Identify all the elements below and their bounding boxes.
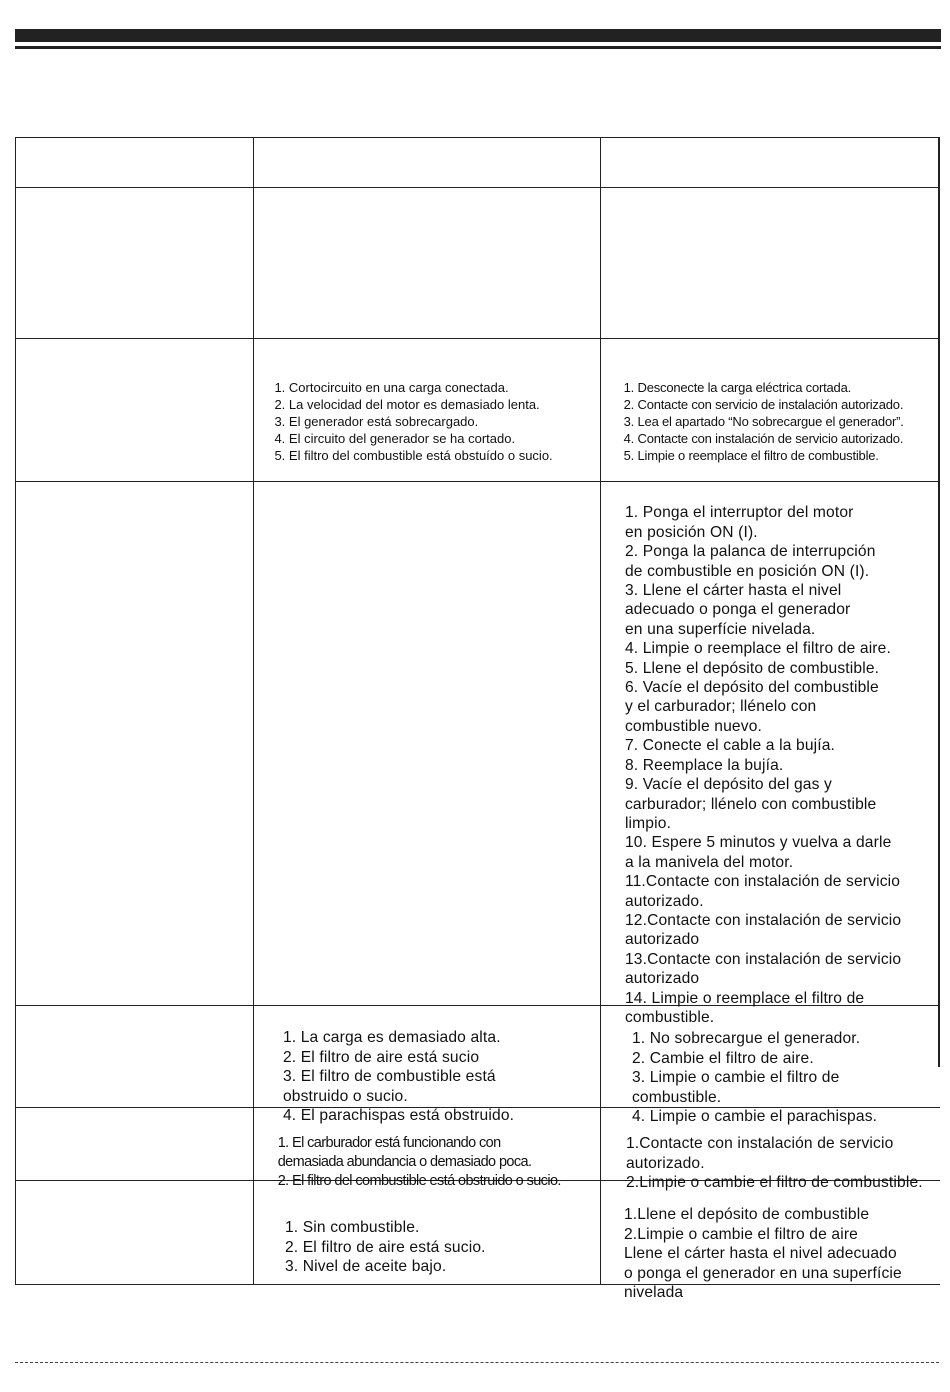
cause-line: obstruido o sucio.	[282, 1087, 408, 1105]
solution-line: autorizado.	[625, 1154, 705, 1172]
table-border-top	[15, 137, 940, 138]
solution-line: 14. Limpie o reemplace el filtro de	[624, 989, 865, 1007]
solution-line: Llene el cárter hasta el nivel adecuado	[623, 1245, 897, 1263]
solution-line: 1. No sobrecargue el generador.	[631, 1030, 861, 1048]
solution-line: adecuado o ponga el generador	[624, 601, 851, 619]
table-column-divider	[253, 137, 254, 1285]
solution-line: 1.Llene el depósito de combustible	[623, 1206, 870, 1224]
cause-line: 4. El circuito del generador se ha cortado.	[274, 431, 516, 446]
solution-line: combustible nuevo.	[624, 717, 762, 735]
cause-line: demasiada abundancia o demasiado poca.	[277, 1154, 532, 1170]
solution-line: y el carburador; llénelo con	[624, 698, 817, 716]
solution-line: en una superfície nivelada.	[624, 620, 816, 638]
footer-dashed-rule	[15, 1362, 939, 1363]
solution-line: 4. Contacte con instalación de servicio autorizado.	[623, 431, 904, 446]
solution-line: combustible.	[631, 1088, 722, 1106]
solution-line: 2. Cambie el filtro de aire.	[631, 1049, 814, 1067]
solution-line: 13.Contacte con instalación de servicio	[624, 950, 902, 968]
cause-line: 1. La carga es demasiado alta.	[282, 1029, 501, 1047]
solution-line: 2.Limpie o cambie el filtro de aire	[623, 1225, 859, 1243]
solution-line: 9. Vacíe el depósito del gas y	[624, 776, 832, 794]
solution-line: 1. Desconecte la carga eléctrica cortada.	[623, 380, 852, 395]
solution-line: 2. Ponga la palanca de interrupción	[624, 543, 876, 561]
cause-line: 1. Cortocircuito en una carga conectada.	[274, 380, 509, 395]
table-border-right	[938, 137, 940, 1067]
solution-line: 2.Limpie o cambie el filtro de combustible.	[625, 1174, 923, 1192]
cause-line: 5. El filtro del combustible está obstuído o sucio.	[274, 448, 553, 463]
solutions-cell	[606, 1186, 902, 1322]
solution-line: de combustible en posición ON (I).	[624, 562, 870, 580]
solution-line: autorizado	[624, 931, 700, 949]
solutions-cell	[607, 484, 938, 1047]
solution-line: 7. Conecte el cable a la bujía.	[624, 737, 836, 755]
causes-cell	[260, 362, 553, 481]
solution-line: 6. Vacíe el depósito del combustible	[624, 679, 879, 697]
table-divider	[15, 338, 940, 339]
solution-line: autorizado.	[624, 892, 704, 910]
causes-cell	[267, 1199, 486, 1296]
solution-line: 3. Limpie o cambie el filtro de	[631, 1069, 840, 1087]
solution-line: en posición ON (I).	[624, 523, 758, 541]
solution-line: 4. Limpie o cambie el parachispas.	[631, 1108, 878, 1126]
solution-line: a la manivela del motor.	[624, 853, 794, 871]
solution-line: limpio.	[624, 814, 672, 832]
solution-line: 1.Contacte con instalación de servicio	[625, 1135, 894, 1153]
cause-line: 2. La velocidad del motor es demasiado lenta.	[274, 397, 540, 412]
solution-line: 3. Llene el cárter hasta el nivel	[624, 582, 842, 600]
cause-line: 2. El filtro de aire está sucio.	[284, 1238, 486, 1256]
solution-line: 4. Limpie o reemplace el filtro de aire.	[624, 640, 891, 658]
solution-line: nivelada	[623, 1284, 684, 1302]
solution-line: carburador; llénelo con combustible	[624, 795, 877, 813]
solution-line: 2. Contacte con servicio de instalación autorizado.	[623, 397, 904, 412]
solution-line: 8. Reemplace la bujía.	[624, 756, 784, 774]
solution-line: o ponga el generador en una superfície	[623, 1264, 902, 1282]
causes-cell	[264, 1115, 561, 1210]
cause-line: 1. Sin combustible.	[284, 1219, 420, 1237]
table-divider	[15, 481, 940, 482]
solution-line: 11.Contacte con instalación de servicio	[624, 873, 901, 891]
cause-line: 3. El filtro de combustible está	[282, 1068, 496, 1086]
table-divider	[15, 187, 940, 188]
table-column-divider	[600, 137, 601, 1285]
cause-line: 1. El carburador está funcionando con	[277, 1135, 501, 1151]
solution-line: 12.Contacte con instalación de servicio	[624, 911, 902, 929]
solution-line: 3. Lea el apartado “No sobrecargue el generador”.	[623, 414, 904, 429]
cause-line: 2. El filtro del combustible está obstruido o sucio.	[277, 1173, 561, 1189]
solution-line: 1. Ponga el interruptor del motor	[624, 504, 854, 522]
cause-line: 3. El generador está sobrecargado.	[274, 414, 479, 429]
cause-line: 2. El filtro de aire está sucio	[282, 1048, 480, 1066]
solution-line: 10. Espere 5 minutos y vuelva a darle	[624, 834, 892, 852]
table-border-left	[15, 137, 16, 1285]
solution-line: 5. Llene el depósito de combustible.	[624, 659, 880, 677]
cause-line: 4. El parachispas está obstruido.	[282, 1107, 515, 1125]
solutions-cell	[610, 362, 904, 481]
solution-line: combustible.	[624, 1008, 715, 1026]
solution-line: 5. Limpie o reemplace el filtro de combustible.	[623, 448, 879, 463]
solution-line: autorizado	[624, 970, 700, 988]
cause-line: 3. Nivel de aceite bajo.	[284, 1258, 447, 1276]
